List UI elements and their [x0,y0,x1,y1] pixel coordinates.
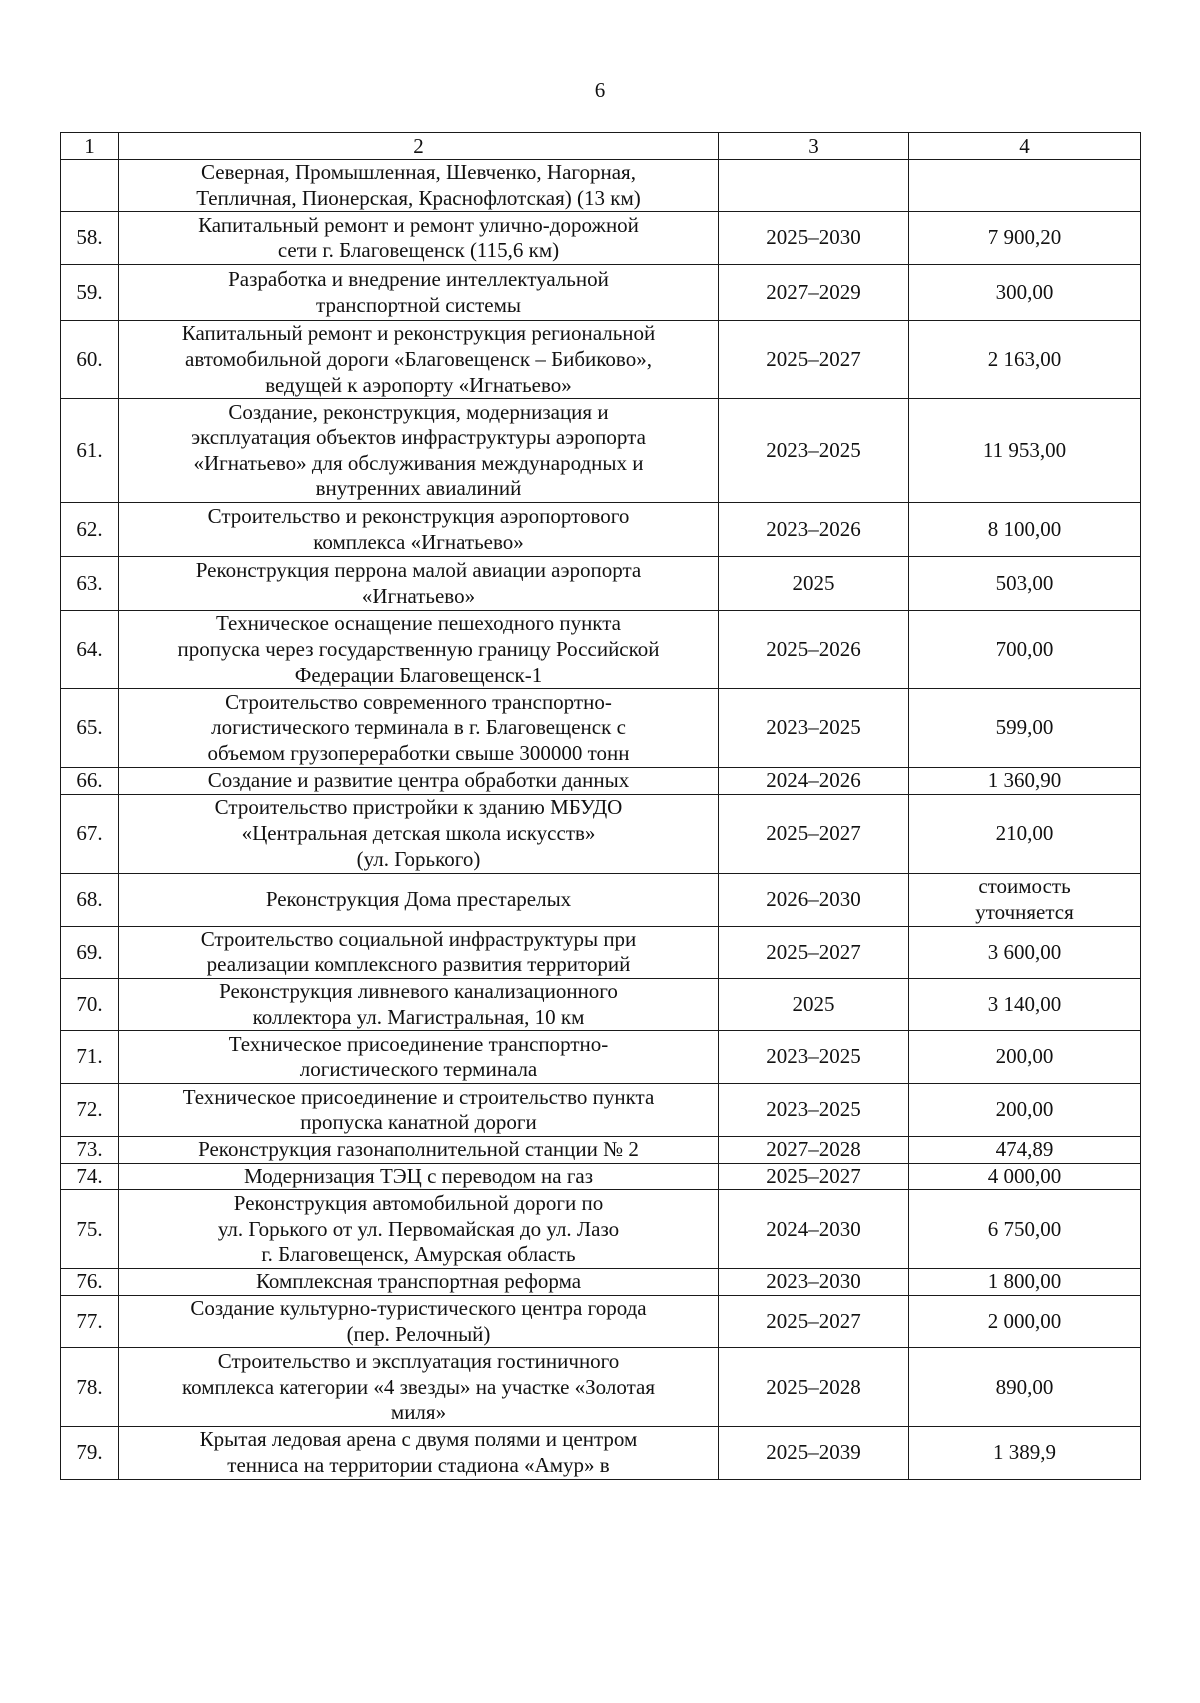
desc-line: Тепличная, Пионерская, Краснофлотская) (13 км) [196,185,641,210]
row-number: 75. [61,1190,119,1269]
row-period: 2023–2025 [719,1031,909,1084]
row-cost [909,768,1141,795]
desc-line: коллектора ул. Магистральная, 10 км [252,1004,585,1029]
table-row [61,1296,1141,1348]
row-description [119,1137,719,1164]
row-number: 61. [61,399,119,503]
row-period: 2023–2030 [719,1269,909,1296]
row-description [119,1084,719,1137]
desc-line: Создание и развитие центра обработки данных [207,768,630,793]
desc-line: Техническое присоединение транспортно- [228,1031,609,1056]
row-cost [909,689,1141,768]
row-cost [909,873,1141,926]
desc-line: (ул. Горького) [356,846,481,871]
desc-line: пропуска канатной дороги [300,1110,537,1135]
row-number: 62. [61,503,119,557]
cost-line: 599,00 [995,715,1054,740]
cost-line: 210,00 [995,821,1054,846]
desc-line: внутренних авиалиний [315,476,522,501]
desc-line: Разработка и внедрение интеллектуальной [228,267,609,292]
row-period: 2025–2026 [719,611,909,689]
row-number: 70. [61,979,119,1031]
desc-line: логистического терминала [299,1057,538,1082]
row-period: 2025–2039 [719,1427,909,1479]
table-row [61,503,1141,557]
desc-line: Капитальный ремонт и реконструкция региональной [181,321,656,346]
table-row [61,611,1141,689]
desc-line: «Центральная детская школа искусств» [241,821,596,846]
row-number: 78. [61,1348,119,1427]
row-number: 66. [61,768,119,795]
header-cell-2: 2 [119,133,719,160]
table-row [61,1427,1141,1479]
row-cost [909,321,1141,399]
cost-line: 11 953,00 [982,437,1067,462]
cost-line: 3 140,00 [987,991,1062,1016]
table-row [61,979,1141,1031]
row-cost [909,1296,1141,1348]
row-period: 2023–2025 [719,1084,909,1137]
row-cost [909,160,1141,212]
row-period: 2025 [719,557,909,611]
row-period: 2025–2028 [719,1348,909,1427]
row-number: 69. [61,926,119,978]
cost-line: уточняется [975,899,1074,924]
row-cost [909,926,1141,978]
desc-line: Федерации Благовещенск-1 [294,662,543,687]
row-period: 2025–2027 [719,794,909,873]
row-cost [909,557,1141,611]
row-number: 79. [61,1427,119,1479]
row-number: 58. [61,212,119,265]
desc-line: автомобильной дороги «Благовещенск – Бибиково», [185,346,652,371]
cost-line: 700,00 [995,636,1054,661]
cost-line: 474,89 [995,1137,1054,1162]
row-cost [909,979,1141,1031]
desc-line: тенниса на территории стадиона «Амур» в [227,1452,610,1477]
table-row [61,265,1141,321]
row-description [119,1269,719,1296]
row-cost [909,212,1141,265]
row-number: 68. [61,873,119,926]
cost-line: 890,00 [995,1374,1054,1399]
row-period: 2023–2025 [719,399,909,503]
table-row [61,1348,1141,1427]
desc-line: Техническое оснащение пешеходного пункта [216,611,621,636]
row-period: 2023–2025 [719,689,909,768]
desc-line: Техническое присоединение и строительство пункта [182,1084,655,1109]
row-period: 2025–2027 [719,1296,909,1348]
row-period: 2027–2029 [719,265,909,321]
row-cost [909,794,1141,873]
desc-line: Реконструкция ливневого канализационного [219,979,618,1004]
header-cell-4: 4 [909,133,1141,160]
table-row [61,1163,1141,1190]
row-description [119,212,719,265]
cost-line: стоимость [978,874,1071,899]
row-period: 2024–2026 [719,768,909,795]
page-number: 6 [594,78,606,102]
desc-line: ул. Горького от ул. Первомайская до ул. Лазо [217,1216,620,1241]
row-number: 76. [61,1269,119,1296]
row-period: 2025 [719,979,909,1031]
row-period: 2027–2028 [719,1137,909,1164]
continuation-row [61,160,1141,212]
desc-line: миля» [390,1400,447,1425]
desc-line: пропуска через государственную границу Российской [177,636,660,661]
desc-line: Строительство социальной инфраструктуры при [200,926,637,951]
desc-line: Строительство и реконструкция аэропортового [207,504,630,529]
desc-line: объемом грузопереработки свыше 300000 тонн [207,741,630,766]
row-period: 2025–2030 [719,212,909,265]
row-description [119,926,719,978]
desc-line: «Игнатьево» для обслуживания международных и [193,450,644,475]
cost-line: 200,00 [995,1097,1054,1122]
desc-line: комплекса категории «4 звезды» на участке «Золотая [181,1374,656,1399]
row-description [119,768,719,795]
row-cost [909,1137,1141,1164]
desc-line: г. Благовещенск, Амурская область [261,1242,576,1267]
desc-line: Реконструкция газонаполнительной станции № 2 [198,1137,639,1162]
projects-table [60,132,1141,1480]
desc-line: Строительство пристройки к зданию МБУДО [214,795,623,820]
header-row [61,133,1141,160]
table-row [61,1084,1141,1137]
row-number: 73. [61,1137,119,1164]
desc-line: Капитальный ремонт и ремонт улично-дорожной [198,212,639,237]
table-row [61,873,1141,926]
row-cost [909,265,1141,321]
row-period: 2024–2030 [719,1190,909,1269]
row-description [119,557,719,611]
desc-line: логистического терминала в г. Благовещенск с [211,715,626,740]
row-cost [909,503,1141,557]
row-description [119,1163,719,1190]
cost-line: 6 750,00 [987,1216,1062,1241]
desc-line: «Игнатьево» [361,583,476,608]
desc-line: Модернизация ТЭЦ с переводом на газ [243,1163,594,1188]
row-description [119,979,719,1031]
row-description [119,399,719,503]
cost-line: 2 163,00 [987,346,1062,371]
row-number: 63. [61,557,119,611]
row-description [119,794,719,873]
desc-line: сети г. Благовещенск (115,6 км) [277,238,560,263]
cost-line: 300,00 [995,279,1054,304]
desc-line: Северная, Промышленная, Шевченко, Нагорная, [201,160,636,184]
table-row [61,321,1141,399]
row-description [119,1190,719,1269]
header-cell-1: 1 [61,133,119,160]
row-period [719,160,909,212]
desc-line: Строительство и эксплуатация гостиничного [217,1348,620,1373]
row-cost [909,1427,1141,1479]
desc-line: Реконструкция автомобильной дороги по [233,1191,604,1216]
cost-line: 3 600,00 [987,939,1062,964]
row-description [119,1348,719,1427]
row-description [119,1031,719,1084]
table-row [61,794,1141,873]
row-description [119,160,719,212]
cost-line: 1 389,9 [993,1440,1056,1465]
table-row [61,1031,1141,1084]
row-number: 71. [61,1031,119,1084]
row-cost [909,1269,1141,1296]
row-cost [909,399,1141,503]
table-row [61,1190,1141,1269]
desc-line: ведущей к аэропорту «Игнатьево» [265,372,572,397]
table-row [61,399,1141,503]
row-period: 2025–2027 [719,321,909,399]
row-description [119,265,719,321]
row-number [61,160,119,212]
table-row [61,689,1141,768]
cost-line: 2 000,00 [987,1308,1062,1333]
row-period: 2026–2030 [719,873,909,926]
row-period: 2025–2027 [719,926,909,978]
row-cost [909,1163,1141,1190]
desc-line: транспортной системы [316,292,521,317]
table-row [61,557,1141,611]
row-description [119,611,719,689]
row-description [119,689,719,768]
row-number: 60. [61,321,119,399]
table-row [61,926,1141,978]
row-cost [909,1084,1141,1137]
desc-line: Создание, реконструкция, модернизация и [228,399,609,424]
row-cost [909,1190,1141,1269]
header-cell-3: 3 [719,133,909,160]
row-period: 2023–2026 [719,503,909,557]
row-cost [909,611,1141,689]
row-description [119,873,719,926]
desc-line: Создание культурно-туристического центра города [190,1296,647,1321]
row-period: 2025–2027 [719,1163,909,1190]
row-description [119,1296,719,1348]
cost-line: 8 100,00 [987,516,1062,541]
desc-line: (пер. Релочный) [346,1321,491,1346]
row-number: 65. [61,689,119,768]
cost-line: 1 360,90 [987,768,1062,793]
table-row [61,212,1141,265]
cost-line: 503,00 [995,570,1054,595]
desc-line: Комплексная транспортная реформа [255,1269,582,1294]
table-row [61,1137,1141,1164]
row-number: 64. [61,611,119,689]
cost-line: 200,00 [995,1044,1054,1069]
desc-line: комплекса «Игнатьево» [313,529,524,554]
row-description [119,1427,719,1479]
cost-line: 7 900,20 [987,225,1062,250]
row-description [119,503,719,557]
desc-line: эксплуатация объектов инфраструктуры аэропорта [191,425,646,450]
table-row [61,1269,1141,1296]
row-number: 72. [61,1084,119,1137]
cost-line: 1 800,00 [987,1269,1062,1294]
row-number: 74. [61,1163,119,1190]
desc-line: Реконструкция перрона малой авиации аэропорта [195,558,642,583]
row-cost [909,1031,1141,1084]
row-number: 77. [61,1296,119,1348]
desc-line: Крытая ледовая арена с двумя полями и центром [199,1427,638,1452]
row-number: 67. [61,794,119,873]
desc-line: реализации комплексного развития территорий [206,952,631,977]
desc-line: Строительство современного транспортно- [225,689,612,714]
desc-line: Реконструкция Дома престарелых [265,887,572,912]
row-cost [909,1348,1141,1427]
table-row [61,768,1141,795]
row-number: 59. [61,265,119,321]
row-description [119,321,719,399]
cost-line: 4 000,00 [987,1163,1062,1188]
